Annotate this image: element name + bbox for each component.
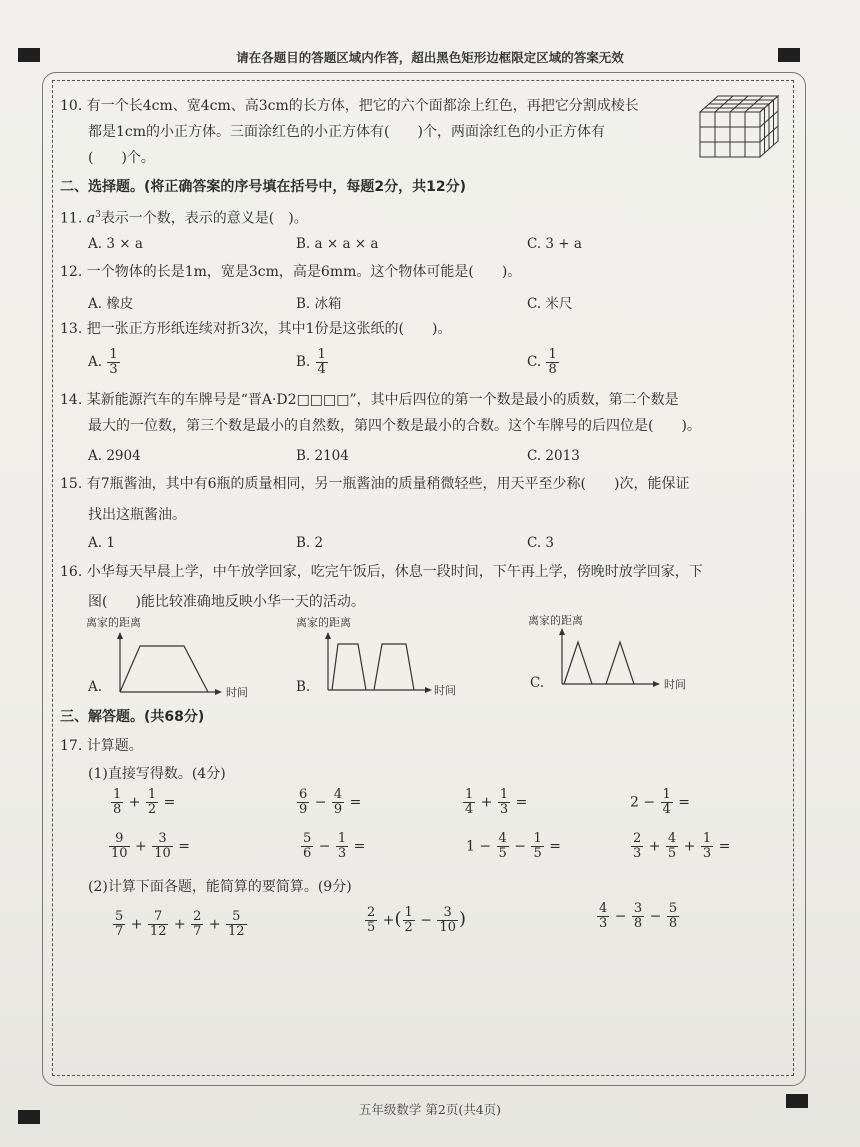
q11-option-a: A. 3 × a — [88, 236, 143, 252]
q17-title: 17. 计算题。 — [60, 738, 143, 754]
graph-c-ylabel: 离家的距离 — [528, 614, 583, 627]
calc-expr-8: $\frac{2}{3}$ + $\frac{4}{5}$ + $\frac{1}{3}$ = — [633, 831, 731, 861]
graph-a-xlabel: 时间 — [226, 686, 248, 698]
calc-expr-4: 2 − $\frac{1}{4}$ = — [630, 787, 691, 817]
calc-problem-1: $\frac{5}{7}$ + $\frac{7}{12}$ + $\frac{2}{7}$ + $\frac{5}{12}$ — [115, 909, 245, 939]
q15-option-c: C. 3 — [527, 535, 555, 551]
page-footer: 五年级数学 第2页(共4页) — [358, 1102, 502, 1117]
q16-graph-b — [294, 614, 474, 698]
q16-line1: 16. 小华每天早晨上学，中午放学回家，吃完午饭后，休息一段时间，下午再上学，傍晚时放学回家，下 — [60, 564, 703, 580]
q12-option-c: C. 米尺 — [527, 296, 573, 312]
graph-b-xlabel: 时间 — [434, 684, 456, 697]
section-3-title: 三、解答题。(共68分) — [60, 709, 205, 725]
q13-option-b: B. $\frac{1}{4}$ — [296, 347, 326, 377]
graph-a-ylabel: 离家的距离 — [86, 616, 141, 629]
q13-option-a: A. $\frac{1}{3}$ — [88, 347, 118, 377]
calc-expr-7: 1 − $\frac{4}{5}$ − $\frac{1}{5}$ = — [466, 831, 561, 861]
q16-option-a-label: A. — [88, 679, 103, 695]
q17-part2-title: (2)计算下面各题，能简算的要简算。(9分) — [88, 879, 352, 895]
q11-option-c: C. 3 + a — [527, 236, 582, 252]
q11-text: 11. $a^3$表示一个数，表示的意义是( )。 — [60, 210, 308, 227]
q14-line1: 14. 某新能源汽车的车牌号是“晋A·D2□□□□”，其中后四位的第一个数是最小的质数，第二个数是 — [60, 392, 679, 408]
calc-expr-1: $\frac{1}{8}$ + $\frac{1}{2}$ = — [113, 787, 176, 817]
q14-option-b: B. 2104 — [296, 448, 349, 464]
calc-problem-2: $\frac{2}{5}$ +( $\frac{1}{2}$ − $\frac{3}{10}$ ) — [367, 905, 466, 935]
q10-line2: 都是1cm的小正方体。三面涂红色的小正方体有( )个，两面涂红色的小正方体有 — [88, 124, 605, 140]
q12-text: 12. 一个物体的长是1m，宽是3cm，高是6mm。这个物体可能是( )。 — [60, 264, 522, 280]
cuboid-grid-figure — [698, 94, 782, 162]
q10-line3: ( )个。 — [88, 150, 155, 166]
calc-problem-3: $\frac{4}{3}$ − $\frac{3}{8}$ − $\frac{5}{8}$ — [599, 901, 678, 931]
q16-graph-a — [84, 614, 264, 698]
answer-area-notice: 请在各题目的答题区域内作答，超出黑色矩形边框限定区域的答案无效 — [236, 50, 624, 65]
q16-option-c-label: C. — [530, 675, 545, 691]
section-2-title: 二、选择题。(将正确答案的序号填在括号中，每题2分，共12分) — [60, 179, 467, 195]
calc-expr-3: $\frac{1}{4}$ + $\frac{1}{3}$ = — [465, 787, 528, 817]
q15-line1: 15. 有7瓶酱油，其中有6瓶的质量相同，另一瓶酱油的质量稍微轻些，用天平至少称( )次，能保证 — [60, 476, 690, 492]
graph-b-ylabel: 离家的距离 — [296, 616, 351, 629]
q15-line2: 找出这瓶酱油。 — [88, 507, 186, 523]
q13-option-c: C. $\frac{1}{8}$ — [527, 347, 557, 377]
q11-option-b: B. a × a × a — [296, 236, 379, 252]
q14-option-a: A. 2904 — [88, 448, 141, 464]
calc-expr-2: $\frac{6}{9}$ − $\frac{4}{9}$ = — [299, 787, 362, 817]
q15-option-a: A. 1 — [88, 535, 115, 551]
q16-line2: 图( )能比较准确地反映小华一天的活动。 — [88, 594, 365, 610]
q15-option-b: B. 2 — [296, 535, 324, 551]
graph-c-xlabel: 时间 — [664, 678, 686, 691]
q14-option-c: C. 2013 — [527, 448, 580, 464]
q12-option-b: B. 冰箱 — [296, 296, 342, 312]
q12-option-a: A. 橡皮 — [88, 296, 134, 312]
q13-text: 13. 把一张正方形纸连续对折3次，其中1份是这张纸的( )。 — [60, 321, 452, 337]
calc-expr-6: $\frac{5}{6}$ − $\frac{1}{3}$ = — [303, 831, 366, 861]
q16-option-b-label: B. — [296, 679, 311, 695]
q16-graph-c — [526, 610, 706, 694]
q17-part1-title: (1)直接写得数。(4分) — [88, 766, 226, 782]
calc-expr-5: $\frac{9}{10}$ + $\frac{3}{10}$ = — [111, 831, 190, 861]
q10-line1: 10. 有一个长4cm、宽4cm、高3cm的长方体，把它的六个面都涂上红色，再把它分割成棱长 — [60, 98, 639, 114]
q14-line2: 最大的一位数，第三个数是最小的自然数，第四个数是最小的合数。这个车牌号的后四位是( )。 — [88, 418, 701, 434]
